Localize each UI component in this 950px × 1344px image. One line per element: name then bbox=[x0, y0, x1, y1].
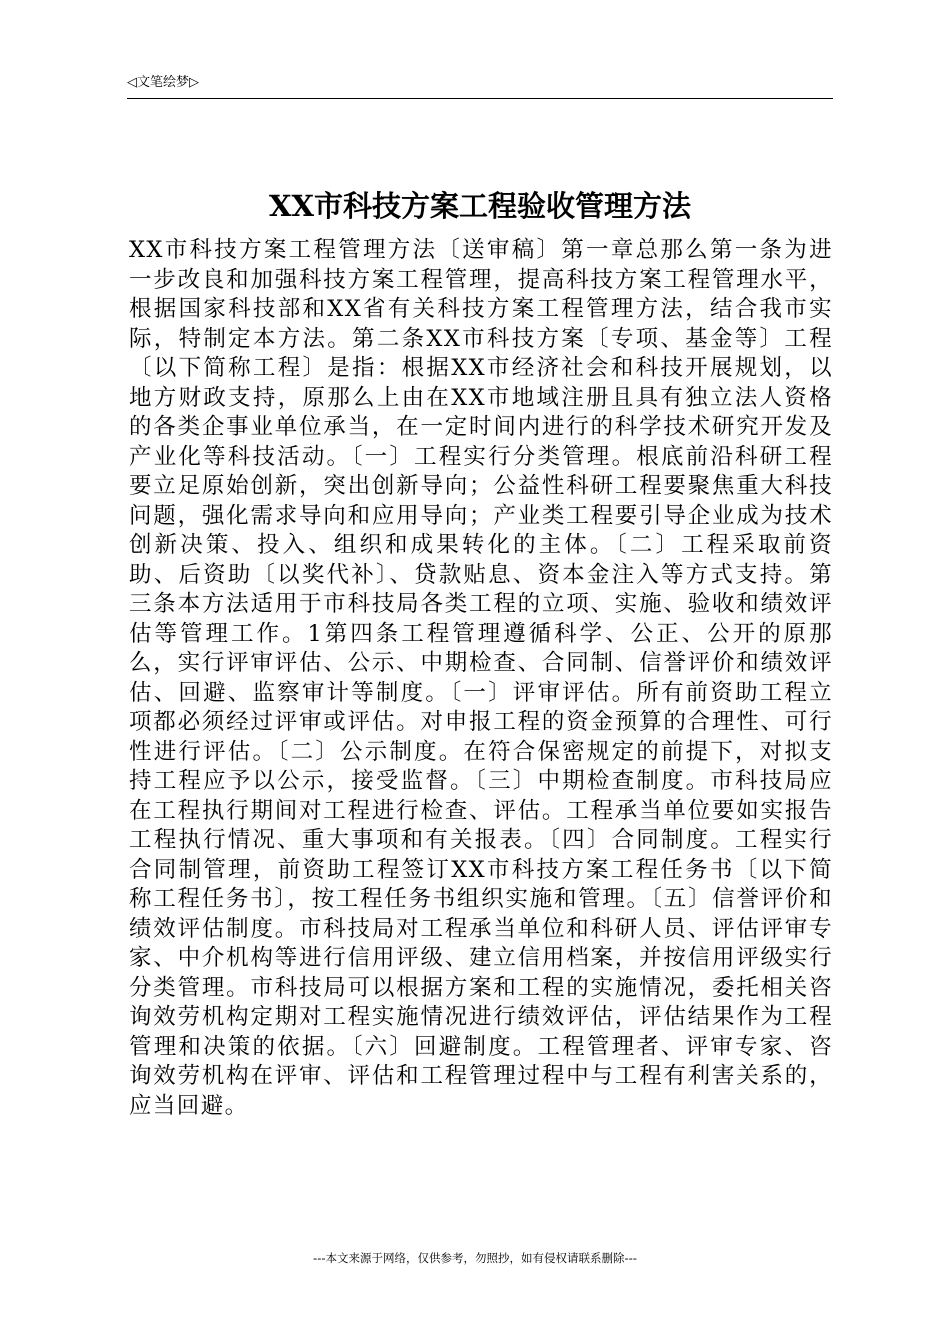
footer-notice: ---本文来源于网络，仅供参考，勿照抄，如有侵权请联系删除--- bbox=[313, 1251, 637, 1265]
document-body: XX市科技方案工程管理方法〔送审稿〕第一章总那么第一条为进一步改良和加强科技方案工程管理，提高科技方案工程管理水平，根据国家科技部和XX省有关科技方案工程管理方法，结合我市实际，特制定本方法。第二条XX市科技方案〔专项、基金等〕工程〔以下简称工程〕是指：根据XX市经济社会和科技开展规划，以地方财政支持，原那么上由在XX市地域注册且具有独立法人资格的各类企事业单位承当，在一定时间内进行的科学技术研究开发及产业化等科技活动。〔一〕工程实行分类管理。根底前沿科研工程要立足原始创新，突出创新导向；公益性科研工程要聚焦重大科技问题，强化需求导向和应用导向；产业类工程要引导企业成为技术创新决策、投入、组织和成果转化的主体。〔二〕工程采取前资助、后资助〔以奖代补〕、贷款贴息、资本金注入等方式支持。第三条本方法适用于市科技局各类工程的立项、实施、验收和绩效评估等管理工作。1第四条工程管理遵循科学、公正、公开的原那么，实行评审评估、公示、中期检查、合同制、信誉评价和绩效评估、回避、监察审计等制度。〔一〕评审评估。所有前资助工程立项都必须经过评审或评估。对申报工程的资金预算的合理性、可行性进行评估。〔二〕公示制度。在符合保密规定的前提下，对拟支持工程应予以公示，接受监督。〔三〕中期检查制度。市科技局应在工程执行期间对工程进行检查、评估。工程承当单位要如实报告工程执行情况、重大事项和有关报表。〔四〕合同制度。工程实行合同制管理，前资助工程签订XX市科技方案工程任务书〔以下简称工程任务书〕，按工程任务书组织实施和管理。〔五〕信誉评价和绩效评估制度。市科技局对工程承当单位和科研人员、评估评审专家、中介机构等进行信用评级、建立信用档案，并按信用评级实行分类管理。市科技局可以根据方案和工程的实施情况，委托相关咨询效劳机构定期对工程实施情况进行绩效评估，评估结果作为工程管理和决策的依据。〔六〕回避制度。工程管理者、评审专家、咨询效劳机构在评审、评估和工程管理过程中与工程有利害关系的，应当回避。 bbox=[129, 237, 833, 1119]
document-title: XX市科技方案工程验收管理方法 bbox=[268, 189, 691, 223]
header-label: ◁文笔绘梦▷ bbox=[127, 75, 199, 90]
page-header bbox=[127, 72, 833, 99]
